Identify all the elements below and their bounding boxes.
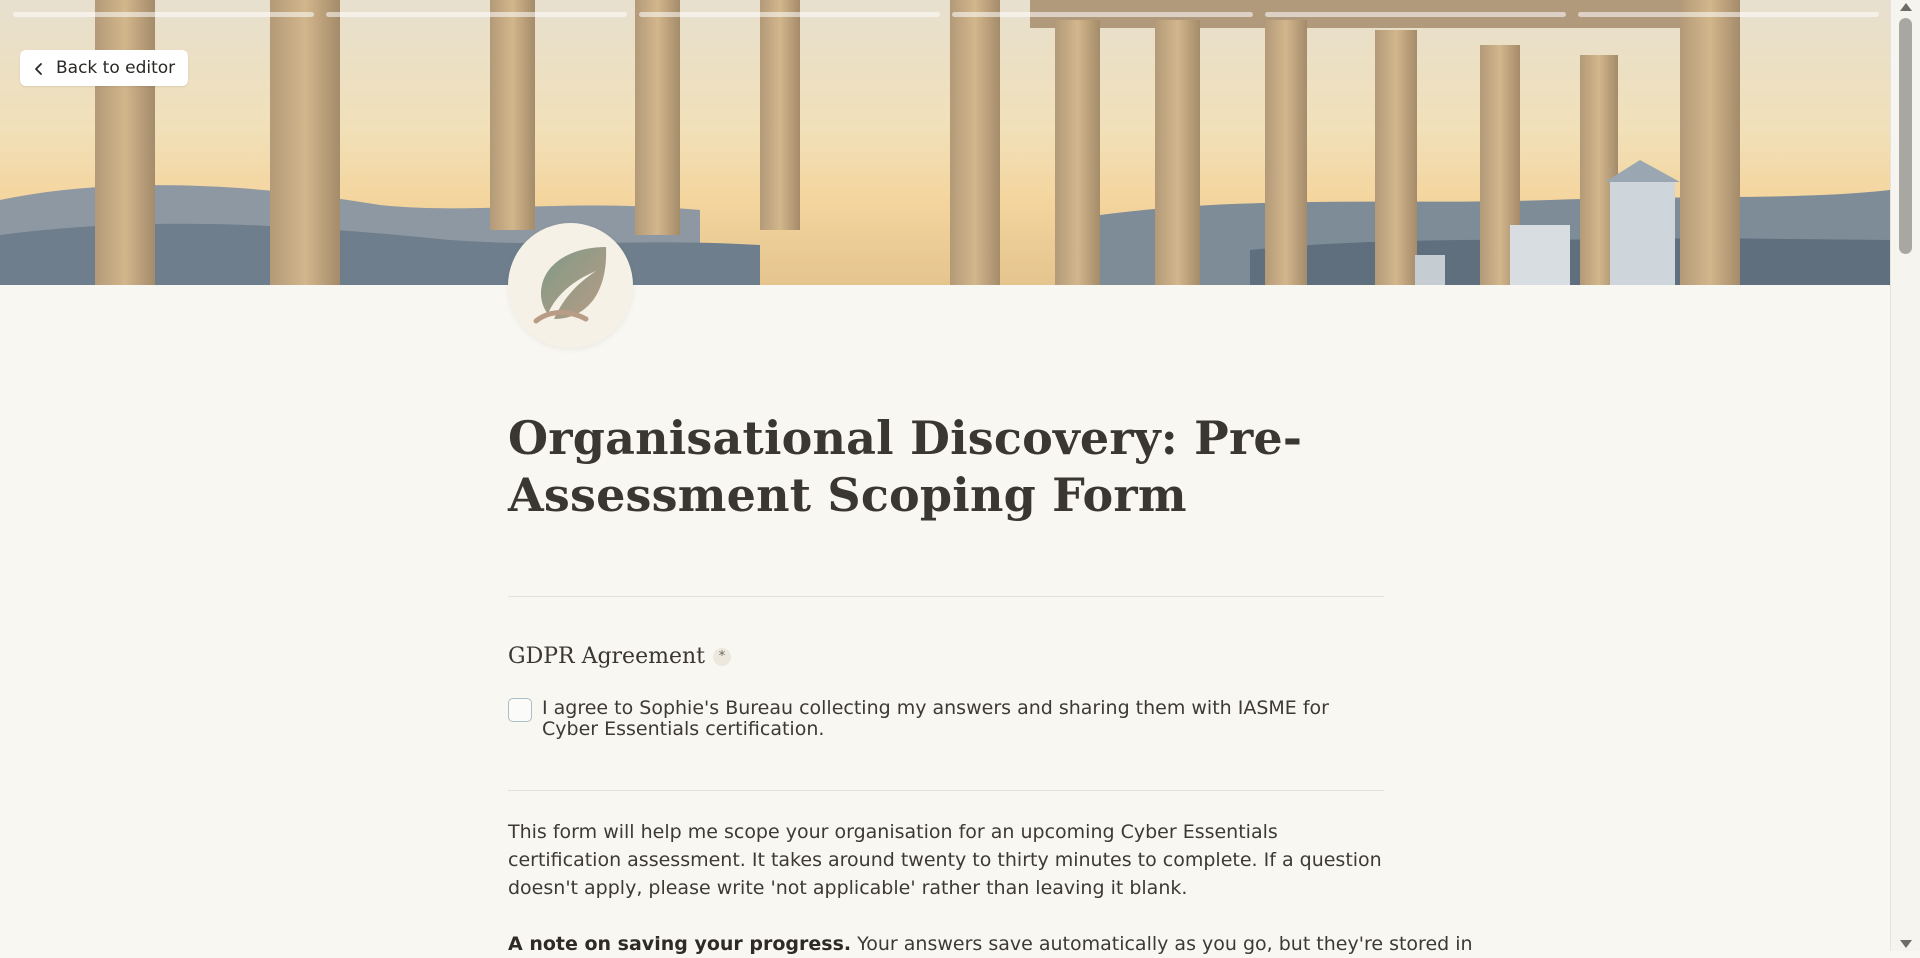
hero-banner — [0, 0, 1890, 285]
chevron-left-icon — [32, 61, 46, 75]
required-marker: * — [713, 648, 731, 666]
note-text: Your answers save automatically as you go, but they're stored in — [857, 933, 1473, 955]
gdpr-label-text: GDPR Agreement — [508, 644, 705, 669]
gdpr-question-label — [508, 644, 731, 669]
scroll-up-arrow-icon[interactable] — [1900, 3, 1912, 11]
scroll-down-arrow-icon[interactable] — [1900, 940, 1912, 948]
page-title: Organisational Discovery: Pre-Assessment Scoping Form — [508, 411, 1303, 522]
progress-segment — [326, 12, 627, 17]
progress-segment — [639, 12, 940, 17]
note-heading: A note on saving your progress. — [508, 933, 852, 955]
progress-segment — [952, 12, 1253, 17]
brand-logo — [508, 223, 633, 348]
section-divider — [508, 790, 1384, 791]
scrollbar-thumb[interactable] — [1899, 18, 1912, 254]
leaf-icon — [526, 239, 616, 333]
back-to-editor-button[interactable] — [20, 50, 188, 86]
page-scrollbar[interactable] — [1890, 0, 1920, 951]
gdpr-agreement-checkbox[interactable] — [508, 698, 532, 722]
section-divider — [508, 596, 1384, 597]
hero-illustration — [0, 0, 1890, 285]
progress-segment — [1578, 12, 1879, 17]
progress-segment — [13, 12, 314, 17]
back-button-label: Back to editor — [56, 58, 176, 78]
progress-segment — [1265, 12, 1566, 17]
form-intro-text: This form will help me scope your organisation for an upcoming Cyber Essentials certification assessment. It takes around twenty to thirty minutes to complete. If a question doesn't apply, please write 'not applicable' rather than leaving it blank. — [508, 821, 1382, 899]
gdpr-agreement-option[interactable] — [508, 698, 1384, 740]
story-progress-bar — [13, 12, 1879, 17]
gdpr-agreement-label: I agree to Sophie's Bureau collecting my answers and sharing them with IASME for Cyber Essentials certification. — [542, 697, 1329, 740]
saving-progress-note — [508, 930, 1473, 958]
